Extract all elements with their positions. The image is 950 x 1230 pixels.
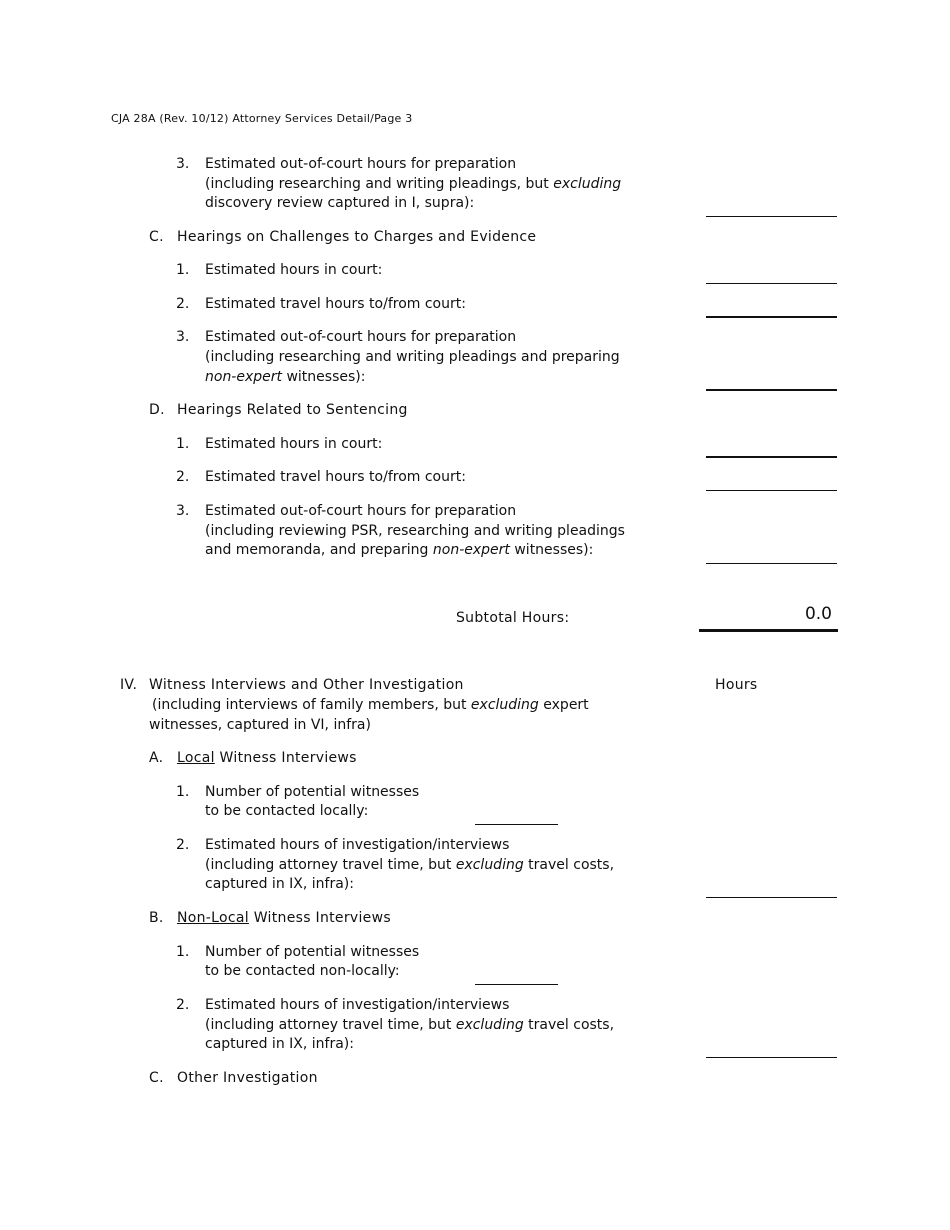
hours-column-header: Hours	[715, 677, 758, 693]
item-text: non-expert witnesses):	[205, 369, 366, 385]
item-text: (including attorney travel time, but excluding travel costs,	[205, 857, 615, 873]
item-text: (including researching and writing pleadings and preparing	[205, 349, 620, 365]
item-text: Estimated out-of-court hours for preparation	[205, 503, 517, 519]
item-text: discovery review captured in I, supra):	[205, 195, 475, 211]
item-text: to be contacted locally:	[205, 803, 369, 819]
section-title: Local Witness Interviews	[177, 750, 357, 766]
section-title: Other Investigation	[177, 1070, 318, 1086]
item-text: Estimated travel hours to/from court:	[205, 296, 466, 312]
count-blank-b1[interactable]	[475, 984, 558, 985]
section-title: Hearings Related to Sentencing	[177, 402, 408, 418]
count-blank-a1[interactable]	[475, 824, 558, 825]
item-number: 2.	[176, 997, 190, 1013]
item-text: Number of potential witnesses	[205, 944, 420, 960]
hours-blank-b2[interactable]	[706, 1057, 837, 1058]
item-number: 2.	[176, 469, 190, 485]
subtotal-label: Subtotal Hours:	[456, 610, 570, 626]
hours-blank-c1[interactable]	[706, 283, 837, 284]
item-text: Estimated travel hours to/from court:	[205, 469, 466, 485]
subtotal-value: 0.0	[804, 604, 832, 624]
hours-blank-d2[interactable]	[706, 490, 837, 491]
item-number: 2.	[176, 837, 190, 853]
subtotal-line	[699, 629, 838, 632]
section-letter: A.	[149, 750, 164, 766]
item-text: (including reviewing PSR, researching and writing pleadings	[205, 523, 625, 539]
item-number: 3.	[176, 156, 190, 172]
hours-blank-a2[interactable]	[706, 897, 837, 898]
item-text: (including attorney travel time, but excluding travel costs,	[205, 1017, 615, 1033]
hours-blank-c2[interactable]	[706, 316, 837, 318]
section-note: (including interviews of family members, but excluding expert	[152, 697, 589, 713]
section-letter: C.	[149, 1070, 164, 1086]
item-text: Estimated hours of investigation/interviews	[205, 837, 510, 853]
section-letter: C.	[149, 229, 164, 245]
section-title: Witness Interviews and Other Investigation	[149, 677, 464, 693]
item-number: 2.	[176, 296, 190, 312]
item-text: Estimated out-of-court hours for preparation	[205, 329, 517, 345]
hours-blank-c3[interactable]	[706, 389, 837, 391]
form-header: CJA 28A (Rev. 10/12) Attorney Services Detail/Page 3	[111, 112, 413, 125]
item-text: Estimated hours of investigation/interviews	[205, 997, 510, 1013]
hours-blank-d3[interactable]	[706, 563, 837, 564]
section-title: Hearings on Challenges to Charges and Evidence	[177, 229, 537, 245]
section-note: witnesses, captured in VI, infra)	[149, 717, 371, 733]
item-text: captured in IX, infra):	[205, 876, 354, 892]
hours-blank-d1[interactable]	[706, 456, 837, 458]
item-text: Number of potential witnesses	[205, 784, 420, 800]
section-letter: B.	[149, 910, 164, 926]
section-title: Non-Local Witness Interviews	[177, 910, 391, 926]
item-number: 1.	[176, 262, 190, 278]
item-text: captured in IX, infra):	[205, 1036, 354, 1052]
item-text: Estimated hours in court:	[205, 436, 383, 452]
item-text: and memoranda, and preparing non-expert witnesses):	[205, 542, 594, 558]
item-text: (including researching and writing pleadings, but excluding	[205, 176, 622, 192]
item-number: 1.	[176, 784, 190, 800]
item-text: to be contacted non-locally:	[205, 963, 400, 979]
item-text: Estimated out-of-court hours for preparation	[205, 156, 517, 172]
hours-blank-b3[interactable]	[706, 216, 837, 217]
section-roman: IV.	[120, 677, 138, 693]
item-number: 3.	[176, 503, 190, 519]
item-number: 3.	[176, 329, 190, 345]
item-number: 1.	[176, 436, 190, 452]
item-text: Estimated hours in court:	[205, 262, 383, 278]
section-letter: D.	[149, 402, 165, 418]
item-number: 1.	[176, 944, 190, 960]
